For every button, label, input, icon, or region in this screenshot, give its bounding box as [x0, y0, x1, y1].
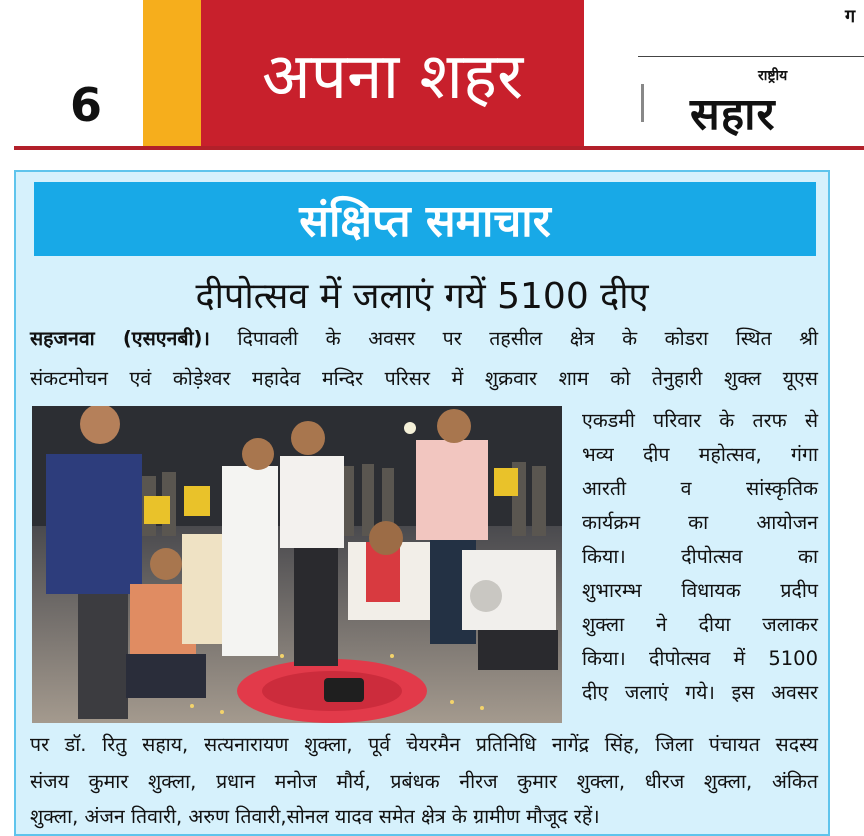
article-headline: दीपोत्सव में जलाएं गयें 5100 दीए [195, 276, 649, 317]
article-column-line: शुभारम्भ विधायक प्रदीप [582, 579, 818, 602]
article-column-line: एकडमी परिवार के तरफ से [582, 409, 818, 432]
event-photo-illustration [32, 406, 562, 723]
masthead-divider [641, 84, 644, 122]
section-accent-band [143, 0, 201, 146]
article-column-line: भव्य दीप महोत्सव, गंगा [582, 443, 818, 466]
article-line-text: दिपावली के अवसर पर तहसील क्षेत्र के कोडरा स्थित श्री [237, 327, 818, 350]
masthead-fragment: ग [845, 6, 856, 27]
article-line: संजय कुमार शुक्ला, प्रधान मनोज मौर्य, प्रबंधक नीरज कुमार शुक्ला, धीरज शुक्ला, अंकित [30, 770, 818, 793]
article-line [30, 326, 818, 352]
article-column-line: दीए जलाएं गये। इस अवसर [582, 681, 818, 704]
page-number: 6 [70, 78, 103, 132]
article-line: पर डॉ. रितु सहाय, सत्यनारायण शुक्ला, पूर्व चेयरमैन प्रतिनिधि नागेंद्र सिंह, जिला पंचायत सदस्य [30, 733, 818, 756]
article-column-line: कार्यक्रम का आयोजन [582, 511, 818, 534]
masthead-small-text: राष्ट्रीय [758, 68, 788, 84]
masthead-rule [638, 56, 864, 57]
article-column-line: आरती व सांस्कृतिक [582, 477, 818, 500]
masthead-logo: सहार [690, 89, 776, 140]
article-dateline: सहजनवा (एसएनबी)। [30, 327, 210, 350]
article-line: संकटमोचन एवं कोड़ेश्वर महादेव मन्दिर परिसर में शुक्रवार शाम को तेनुहारी शुक्ल यूएस [30, 367, 818, 390]
brief-news-banner: संक्षिप्त समाचार [34, 182, 816, 256]
section-title: अपना शहर [261, 39, 524, 114]
news-box [14, 170, 830, 836]
article-column-line: किया। दीपोत्सव का [582, 545, 818, 568]
article-column-line: शुक्ला ने दीया जलाकर [582, 613, 818, 636]
event-photo [32, 406, 562, 723]
article-column-line: किया। दीपोत्सव में 5100 [582, 647, 818, 670]
article-line: शुक्ला, अंजन तिवारी, अरुण तिवारी,सोनल यादव समेत क्षेत्र के ग्रामीण मौजूद रहें। [30, 805, 600, 828]
header-rule [14, 146, 864, 150]
